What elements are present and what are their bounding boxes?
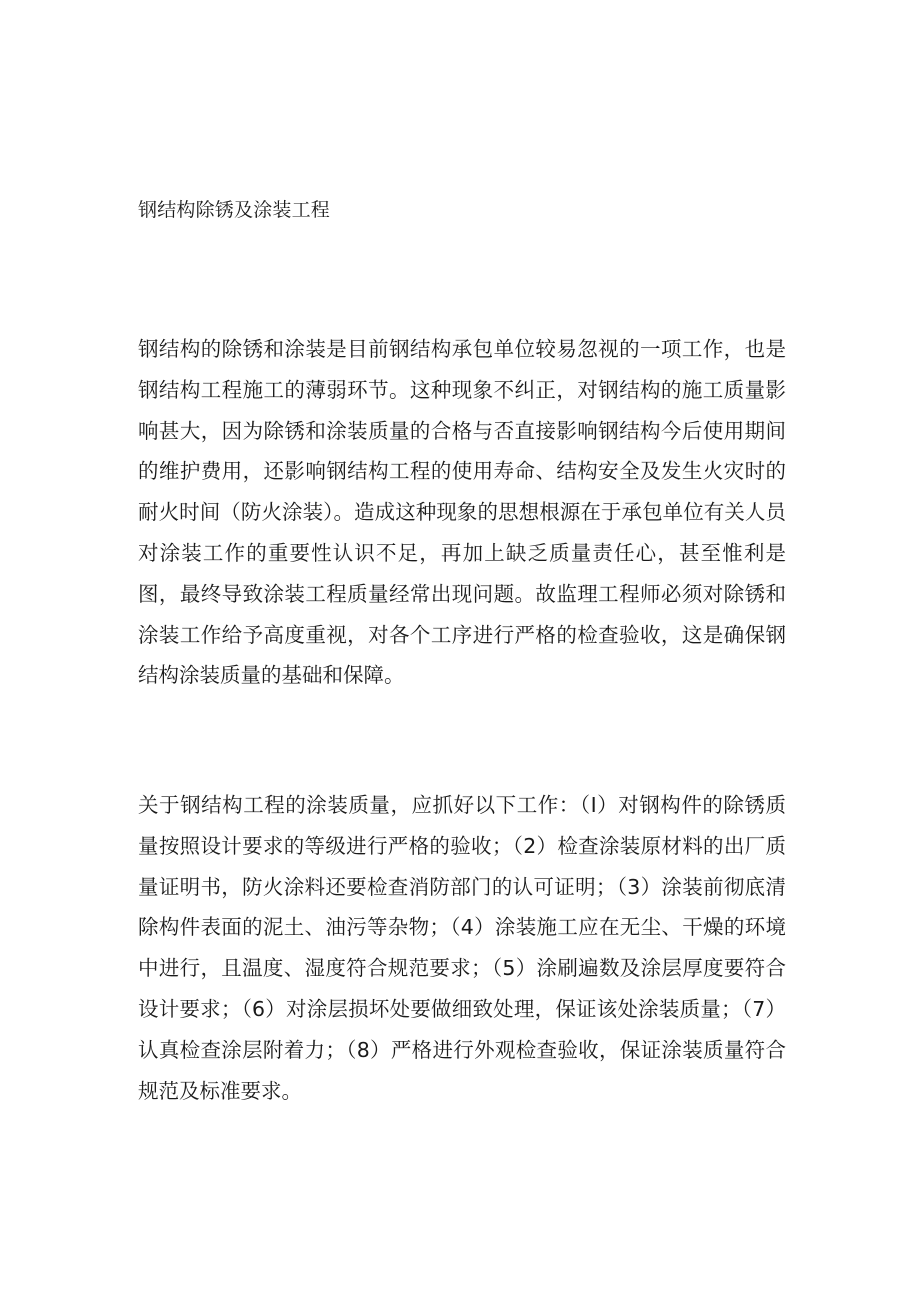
paragraph-coating-quality-checklist: 关于钢结构工程的涂装质量，应抓好以下工作：（I）对钢构件的除锈质量按照设计要求的等级进行严格的验收；（2）检查涂装原材料的出厂质量证明书，防火涂料还要检查消防部门的认可证明；（3）涂装前彻底清除构件表面的泥土、油污等杂物；（4）涂装施工应在无尘、干燥的环境中进行，且温度、湿度符合规范要求；（5）涂刷遍数及涂层厚度要符合设计要求；（6）对涂层损坏处要做细致处理，保证该处涂装质量；（7）认真检查涂层附着力；（8）严格进行外观检查验收，保证涂装质量符合规范及标准要求。	[138, 793, 786, 1103]
paragraph-rust-removal-importance: 钢结构的除锈和涂装是目前钢结构承包单位较易忽视的一项工作，也是钢结构工程施工的薄弱环节。这种现象不纠正，对钢结构的施工质量影响甚大，因为除锈和涂装质量的合格与否直接影响钢结构今后使用期间的维护费用，还影响钢结构工程的使用寿命、结构安全及发生火灾时的耐火时间（防火涂装）。造成这种现象的思想根源在于承包单位有关人员对涂装工作的重要性认识不足，再加上缺乏质量责任心，甚至惟利是图，最终导致涂装工程质量经常出现问题。故监理工程师必须对除锈和涂装工作给予高度重视，对各个工序进行严格的检查验收，这是确保钢结构涂装质量的基础和保障。	[138, 337, 786, 688]
document-title: 钢结构除锈及涂装工程	[138, 199, 331, 221]
